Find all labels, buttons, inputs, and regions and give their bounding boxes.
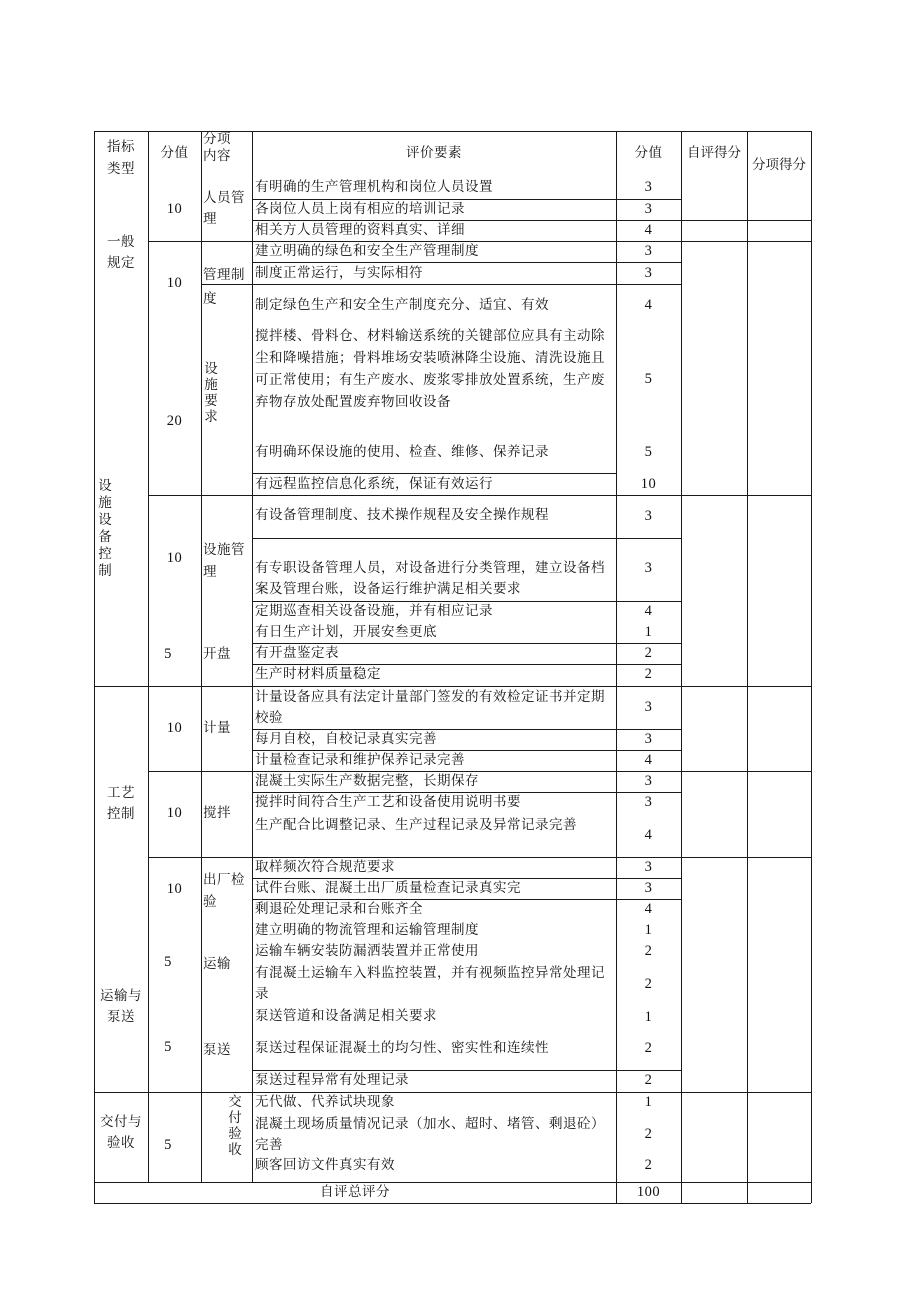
req-item: 混凝土现场质量情况记录（加水、超时、堵管、剩退砼）完善 bbox=[255, 1116, 605, 1153]
req-score: 2 bbox=[644, 645, 653, 661]
req-item: 混凝土实际生产数据完整，长期保存 bbox=[255, 773, 479, 789]
group-divider bbox=[148, 771, 811, 772]
req-score: 2 bbox=[644, 1072, 653, 1088]
req-score: 1 bbox=[644, 624, 653, 640]
req-score: 3 bbox=[644, 731, 653, 747]
category-facility: 设施设备控制 bbox=[98, 478, 112, 579]
req-score: 3 bbox=[644, 859, 653, 875]
req-score: 3 bbox=[644, 794, 653, 810]
req-item: 顾客回访文件真实有效 bbox=[255, 1157, 395, 1173]
group-score-metering: 10 bbox=[166, 720, 183, 736]
req-score: 2 bbox=[644, 943, 653, 959]
group-label-equipment: 设施管理 bbox=[203, 542, 245, 580]
req-item: 生产配合比调整记录、生产过程记录及异常记录完善 bbox=[255, 817, 577, 833]
req-item: 有混凝土运输车入料监控装置，并有视频监控异常处理记录 bbox=[255, 965, 605, 1002]
row-divider-partial bbox=[616, 538, 681, 539]
req-score: 3 bbox=[644, 508, 653, 524]
group-divider bbox=[148, 857, 811, 858]
req-item: 搅拌时间符合生产工艺和设备使用说明书要 bbox=[255, 794, 521, 810]
req-score: 3 bbox=[644, 243, 653, 259]
req-item: 制度正常运行，与实际相符 bbox=[255, 265, 423, 281]
req-score: 1 bbox=[644, 1094, 653, 1110]
header-val: 分值 bbox=[634, 145, 663, 161]
req-item: 泵送过程保证混凝土的均匀性、密实性和连续性 bbox=[255, 1040, 549, 1056]
req-score: 4 bbox=[644, 827, 653, 843]
group-label-transport: 运输 bbox=[203, 956, 231, 972]
req-score: 3 bbox=[644, 773, 653, 789]
table-border-bottom bbox=[94, 1203, 811, 1204]
req-item: 搅拌楼、骨料仓、材料输送系统的关键部位应具有主动除尘和降噪措施；骨料堆场安装喷淋降尘设施、清洗设施且可正常使用；有生产废水、废浆零排放处置系统，生产废弃物存放处配置废弃物回收设备 bbox=[255, 328, 605, 410]
group-score-pumping: 5 bbox=[164, 1039, 172, 1055]
req-item: 试件台账、混凝土出厂质量检查记录真实完 bbox=[255, 880, 521, 896]
group-score-mixing: 10 bbox=[166, 805, 183, 821]
group-label-mixing: 搅拌 bbox=[203, 805, 231, 821]
header-req: 评价要素 bbox=[406, 145, 462, 161]
header-score: 分值 bbox=[160, 145, 189, 161]
req-item: 各岗位人员上岗有相应的培训记录 bbox=[255, 201, 465, 217]
req-item: 定期巡查相关设备设施，并有相应记录 bbox=[255, 603, 493, 619]
group-score-acceptance: 5 bbox=[164, 1137, 172, 1153]
req-score: 2 bbox=[644, 1040, 653, 1056]
group-score-equipment: 10 bbox=[166, 550, 183, 566]
req-score: 10 bbox=[640, 476, 657, 492]
req-item: 建立明确的物流管理和运输管理制度 bbox=[255, 922, 479, 938]
group-score-system: 10 bbox=[166, 275, 183, 291]
req-item: 剩退砼处理记录和台账齐全 bbox=[255, 901, 423, 917]
col-divider-self bbox=[747, 131, 748, 1203]
group-divider bbox=[201, 284, 681, 285]
req-score: 4 bbox=[644, 222, 653, 238]
category-general: 一般规定 bbox=[107, 234, 135, 271]
group-label-personnel: 人员管理 bbox=[203, 190, 245, 227]
req-item: 取样频次符合规范要求 bbox=[255, 859, 395, 875]
group-score-inspection: 10 bbox=[166, 881, 183, 897]
group-score-personnel: 10 bbox=[166, 201, 183, 217]
category-process: 工艺控制 bbox=[107, 785, 135, 822]
group-score-facility-req: 20 bbox=[166, 413, 183, 429]
group-score-kaipan: 5 bbox=[164, 646, 172, 662]
req-item: 泵送管道和设备满足相关要求 bbox=[255, 1008, 437, 1024]
req-item: 相关方人员管理的资料真实、详细 bbox=[255, 222, 465, 238]
req-item: 泵送过程异常有处理记录 bbox=[255, 1072, 409, 1088]
group-label-kaipan: 开盘 bbox=[203, 646, 231, 662]
header-sub: 分项内容 bbox=[203, 131, 231, 164]
total-score: 100 bbox=[636, 1184, 661, 1200]
req-score: 4 bbox=[644, 603, 653, 619]
req-score: 4 bbox=[644, 752, 653, 768]
group-label-acceptance: 交付验收 bbox=[228, 1094, 242, 1158]
req-score: 3 bbox=[644, 880, 653, 896]
req-item: 有明确的生产管理机构和岗位人员设置 bbox=[255, 179, 493, 195]
table-border-right bbox=[811, 131, 812, 1203]
req-score: 2 bbox=[644, 1157, 653, 1173]
req-score: 3 bbox=[644, 201, 653, 217]
group-score-transport: 5 bbox=[164, 954, 172, 970]
req-score: 3 bbox=[644, 265, 653, 281]
category-transport: 运输与泵送 bbox=[100, 988, 142, 1025]
req-score: 4 bbox=[644, 901, 653, 917]
req-score: 2 bbox=[644, 666, 653, 682]
req-item: 有专职设备管理人员，对设备进行分类管理，建立设备档案及管理台账，设备运行维护满足相关要求 bbox=[255, 560, 605, 597]
req-item: 有日生产计划，开展安叁更底 bbox=[255, 624, 437, 640]
category-delivery: 交付与验收 bbox=[100, 1114, 142, 1151]
req-item: 每月自校，自校记录真实完善 bbox=[255, 731, 437, 747]
req-item: 建立明确的绿色和安全生产管理制度 bbox=[255, 243, 479, 259]
req-item: 运输车辆安装防漏洒装置并正常使用 bbox=[255, 943, 479, 959]
req-score: 4 bbox=[644, 297, 653, 313]
group-divider bbox=[148, 495, 811, 496]
req-item: 有设备管理制度、技术操作规程及安全操作规程 bbox=[255, 507, 549, 523]
group-label-facility-req: 设施要求 bbox=[204, 361, 218, 425]
req-score: 5 bbox=[644, 444, 653, 460]
col-divider-sub bbox=[252, 131, 253, 1182]
group-label-pumping: 泵送 bbox=[203, 1042, 231, 1058]
req-score: 3 bbox=[644, 179, 653, 195]
table-border-left bbox=[94, 131, 95, 1203]
group-label-metering: 计量 bbox=[203, 720, 231, 736]
req-score: 3 bbox=[644, 560, 653, 576]
group-label-inspection: 出厂检验 bbox=[203, 872, 245, 910]
header-itemscore: 分项得分 bbox=[752, 157, 806, 173]
req-score: 1 bbox=[644, 922, 653, 938]
req-item: 计量设备应具有法定计量部门签发的有效检定证书并定期校验 bbox=[255, 689, 605, 726]
req-item: 有明确环保设施的使用、检查、维修、保养记录 bbox=[255, 444, 549, 460]
req-item: 制定绿色生产和安全生产制度充分、适宜、有效 bbox=[255, 297, 549, 313]
total-label: 自评总评分 bbox=[320, 1184, 390, 1200]
req-item: 有远程监控信息化系统，保证有效运行 bbox=[255, 476, 493, 492]
req-item: 有开盘鉴定表 bbox=[255, 645, 339, 661]
req-score: 2 bbox=[644, 1126, 653, 1142]
col-divider-score bbox=[201, 131, 202, 1182]
req-score: 3 bbox=[644, 699, 653, 715]
req-score: 2 bbox=[644, 976, 653, 992]
header-self: 自评得分 bbox=[687, 145, 741, 161]
group-label-system: 管理制度 bbox=[203, 267, 245, 307]
req-score: 5 bbox=[644, 371, 653, 387]
req-score: 1 bbox=[644, 1009, 653, 1025]
col-divider-val bbox=[681, 131, 682, 1203]
req-item: 计量检查记录和维护保养记录完善 bbox=[255, 752, 465, 768]
req-item: 无代做、代养试块现象 bbox=[255, 1094, 395, 1110]
header-type: 指标类型 bbox=[107, 139, 135, 177]
req-item: 生产时材料质量稳定 bbox=[255, 666, 381, 682]
